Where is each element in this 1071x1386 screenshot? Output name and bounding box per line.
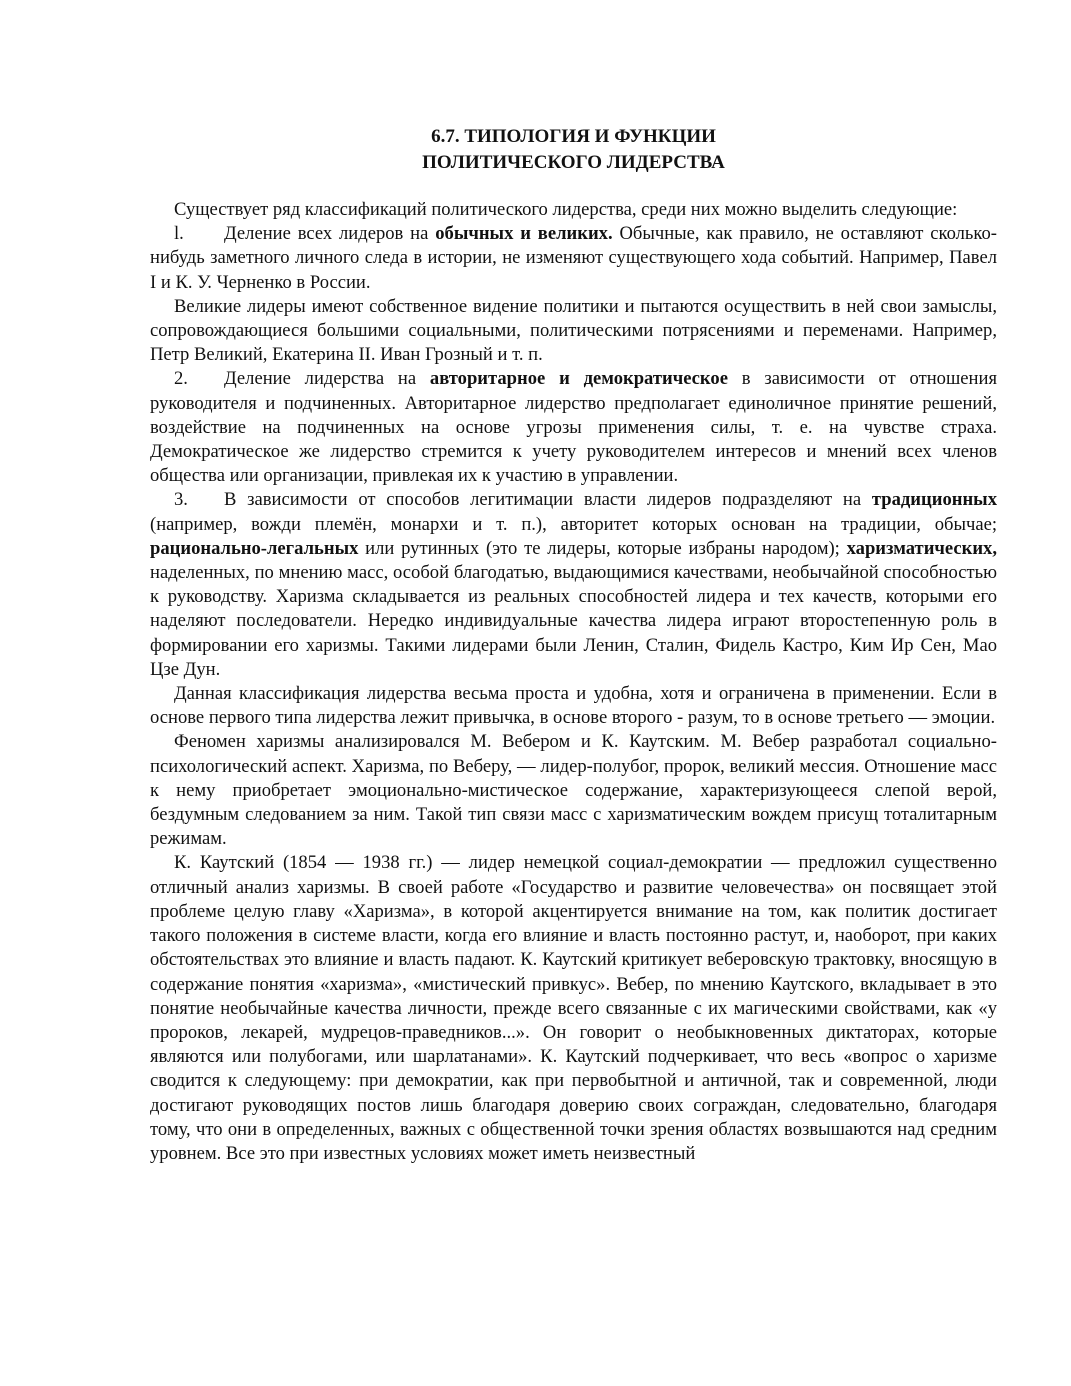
bold-term: обычных и великих.: [435, 223, 613, 245]
bold-term: харизматических,: [846, 537, 997, 559]
item-number: 3.: [174, 489, 188, 511]
item-number: 2.: [174, 368, 188, 390]
paragraph-classification-summary: Данная классификация лидерства весьма проста и удобна, хотя и ограничена в применении. Если в основе первого типа лидерства лежит привычка, в основе второго - разум, то в основе третьего — эмоции.: [150, 683, 997, 729]
bold-term: традиционных: [871, 489, 997, 511]
item-number: l.: [174, 223, 184, 245]
paragraph-weber: Феномен харизмы анализировался М. Вебером и К. Каутским. М. Вебер разработал социально-психологический аспект. Харизма, по Веберу, — лидер-полубог, пророк, великий мессия. Отношение масс к нему приобретает эмоционально-мистическое содержание, характеризующееся слепой верой, бездумным следованием за ним. Такой тип связи масс с харизматическим вождем присущ тоталитарным режимам.: [150, 731, 997, 850]
paragraph-item-2: [150, 367, 997, 488]
text-run: В зависимости от способов легитимации власти лидеров подразделяют на: [224, 489, 872, 511]
text-run: в зависимости от отношения руководителя и подчиненных. Авторитарное лидерство предполагает единоличное принятие решений, воздействие на подчиненных на основе угрозы применения силы, т. е. на чувстве страха. Демократическое же лидерство стремится к учету руководителем интересов и мнений всех членов общества или организации, привлекая их к участию в управлении.: [150, 368, 997, 487]
title-line-2: ПОЛИТИЧЕСКОГО ЛИДЕРСТВА: [422, 152, 725, 173]
section-title: [150, 124, 997, 176]
bold-term: авторитарное и демократическое: [429, 368, 728, 390]
paragraph-item-3: [150, 488, 997, 682]
text-run: или рутинных (это те лидеры, которые избраны народом);: [358, 537, 847, 559]
paragraph-item-1: [150, 222, 997, 295]
text-run: наделенных, по мнению масс, особой благодатью, выдающимися качествами, необычайной способностью к руководству. Харизма складывается из реальных способностей лидера и тех качеств, которыми его наделяют последователи. Нередко индивидуальные качества лидера играют второстепенную роль в формировании его харизмы. Такими лидерами были Ленин, Сталин, Фидель Кастро, Ким Ир Сен, Мао Цзе Дун.: [150, 562, 997, 680]
text-run: Деление всех лидеров на: [224, 223, 436, 245]
text-run: Деление лидерства на: [224, 368, 430, 390]
bold-term: рационально-легальных: [150, 537, 359, 559]
paragraph-intro: Существует ряд классификаций политического лидерства, среди них можно выделить следующие:: [174, 199, 958, 220]
text-run: Обычные, как правило, не оставляют сколько-нибудь заметного личного следа в истории, не изменяют существующего хода событий. Например, Павел I и К. У. Черненко в России.: [150, 223, 997, 293]
paragraph-kautsky: К. Каутский (1854 — 1938 гг.) — лидер немецкой социал-демократии — предложил существенно отличный анализ харизмы. В своей работе «Государство и развитие человечества» он посвящает этой проблеме целую главу «Харизма», в которой акцентируется внимание на том, как политик достигает такого положения в системе власти, когда его влияние и власть постоянно растут, и, наоборот, при каких обстоятельствах это влияние и власть падают. К. Каутский критикует веберовскую трактовку, вносящую в содержание понятия «харизма», «мистический привкус». Вебер, по мнению Каутского, вкладывает в это понятие необычайные качества личности, прежде всего связанные с их магическими свойствами, как «у пророков, лекарей, мудрецов-праведников...». Он говорит о необыкновенных диктаторах, которые являются или полубогами, или шарлатанами». К. Каутский подчеркивает, что весь «вопрос о харизме сводится к следующему: при демократии, как при первобытной и античной, так и современной, люди достигают руководящих постов лишь благодаря доверию своих сограждан, следовательно, благодаря тому, что они в определенных, важных с общественной точки зрения областях возвышаются над средним уровнем. Все это при известных условиях может иметь неизвестный: [150, 852, 997, 1164]
title-line-1: 6.7. ТИПОЛОГИЯ И ФУНКЦИИ: [431, 126, 716, 147]
paragraph-great-leaders: Великие лидеры имеют собственное видение политики и пытаются осуществить в ней свои замыслы, сопровождающиеся большими социальными, политическими потрясениями и переменами. Например, Петр Великий, Екатерина II. Иван Грозный и т. п.: [150, 295, 997, 366]
document-page: [150, 124, 997, 1166]
text-run: (например, вожди племён, монархи и т. п.), авторитет которых основан на традиции, обычае;: [150, 513, 997, 535]
